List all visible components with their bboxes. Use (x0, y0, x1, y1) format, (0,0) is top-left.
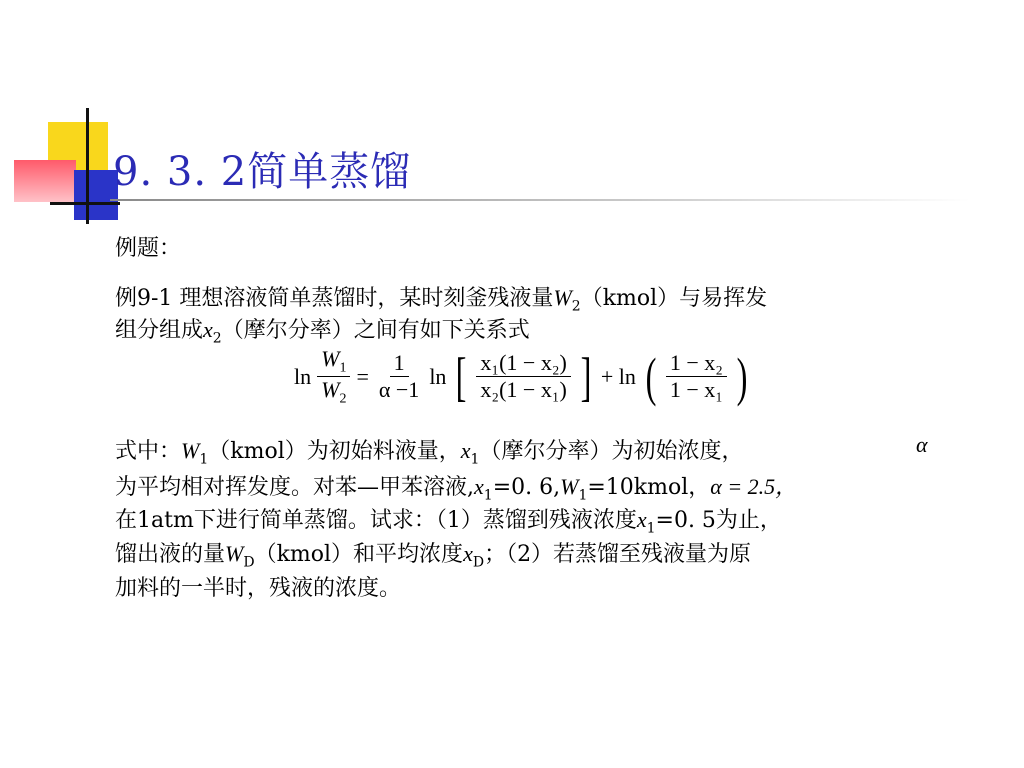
explain-text: （kmol）和平均浓度 (254, 542, 464, 567)
explain-line-1 (115, 436, 743, 474)
var-w1: W (560, 474, 579, 499)
explain-text: 馏出液的量 (115, 542, 226, 567)
formula-left-paren: ( (645, 346, 657, 407)
var-xd: x (463, 541, 473, 566)
title-underline (110, 199, 970, 201)
explain-text: 在1atm下进行简单蒸馏。试求：（1）蒸馏到残液浓度 (115, 508, 637, 533)
problem-text: 例9-1 理想溶液简单蒸馏时，某时刻釜残液量 (115, 286, 554, 311)
explain-line-5: 加料的一半时，残液的浓度。 (115, 576, 402, 601)
formula-paren-num: 1 − x₂ (666, 350, 727, 377)
var-x1-sub: 1 (483, 487, 493, 504)
slide-title: 9. 3. 2简单蒸馏 (113, 149, 412, 195)
formula-den1-sub: 2 (339, 391, 347, 407)
var-w1-sub: 1 (199, 451, 209, 468)
explain-text: 为平均相对挥发度。对苯—甲苯溶液, (115, 475, 474, 500)
formula-left-bracket: [ (456, 346, 467, 407)
var-xd-sub: D (472, 554, 485, 571)
formula-ln2: ln (429, 363, 447, 389)
formula-num1-sub: 1 (339, 360, 347, 376)
decor-blue-square (74, 170, 118, 220)
alpha-symbol (916, 430, 928, 460)
problem-text: 组分组成 (115, 318, 204, 343)
formula-num2: 1 (390, 350, 409, 377)
formula-den2: α −1 (378, 377, 420, 403)
var-w1-sub: 1 (578, 487, 588, 504)
formula-frac-paren (666, 350, 727, 403)
formula-bracket-num: x₁(1 − x₂) (476, 350, 570, 377)
decor-horizontal-line (50, 202, 120, 205)
var-w1: W (181, 438, 200, 463)
formula-frac-bracket (476, 350, 570, 403)
var-wd: W (225, 541, 244, 566)
alpha-text: α (916, 432, 928, 457)
decor-red-square (14, 160, 76, 202)
explain-text: ；（2）若蒸馏至残液量为原 (484, 542, 752, 567)
problem-text: （摩尔分率）之间有如下关系式 (221, 318, 530, 343)
formula-frac-w (317, 346, 350, 408)
formula-paren-den: 1 − x₁ (669, 377, 723, 403)
var-w2: W (553, 285, 572, 310)
var-x2: x (203, 317, 213, 342)
explain-line-3 (115, 505, 782, 543)
problem-text: （kmol）与易挥发 (580, 286, 768, 311)
explain-text: =10kmol， (587, 475, 711, 500)
formula-bracket-den: x₂(1 − x₁) (480, 377, 567, 403)
formula-ln: ln (294, 363, 312, 389)
alpha-value: α = 2.5， (710, 474, 798, 499)
explain-text: （kmol）为初始料液量， (208, 439, 461, 464)
var-x1: x (636, 507, 647, 532)
explain-text: （摩尔分率）为初始浓度， (479, 439, 744, 464)
formula-num1: W (321, 346, 340, 371)
formula-right-bracket: ] (580, 346, 592, 407)
var-w2-sub: 2 (571, 298, 581, 315)
var-x1: x (460, 438, 471, 463)
formula-frac-alpha (375, 350, 423, 403)
explain-text: =0. 5为止， (655, 508, 782, 533)
formula-right-paren: ) (736, 346, 748, 407)
var-x2-sub: 2 (212, 330, 222, 347)
decor-vertical-line (86, 108, 89, 224)
explain-text: 式中： (115, 439, 182, 464)
formula-plus-ln: + ln (600, 363, 636, 389)
formula-eq: = (356, 363, 369, 389)
explain-line-4 (115, 539, 751, 577)
var-x1-sub: 1 (646, 520, 656, 537)
var-x1-sub: 1 (470, 451, 480, 468)
explain-text: =0. 6, (492, 475, 561, 500)
formula-den1: W (321, 377, 340, 403)
var-wd-sub: D (243, 554, 255, 571)
formula (294, 346, 751, 408)
section-label: 例题： (115, 236, 182, 261)
var-x1: x (474, 474, 484, 499)
